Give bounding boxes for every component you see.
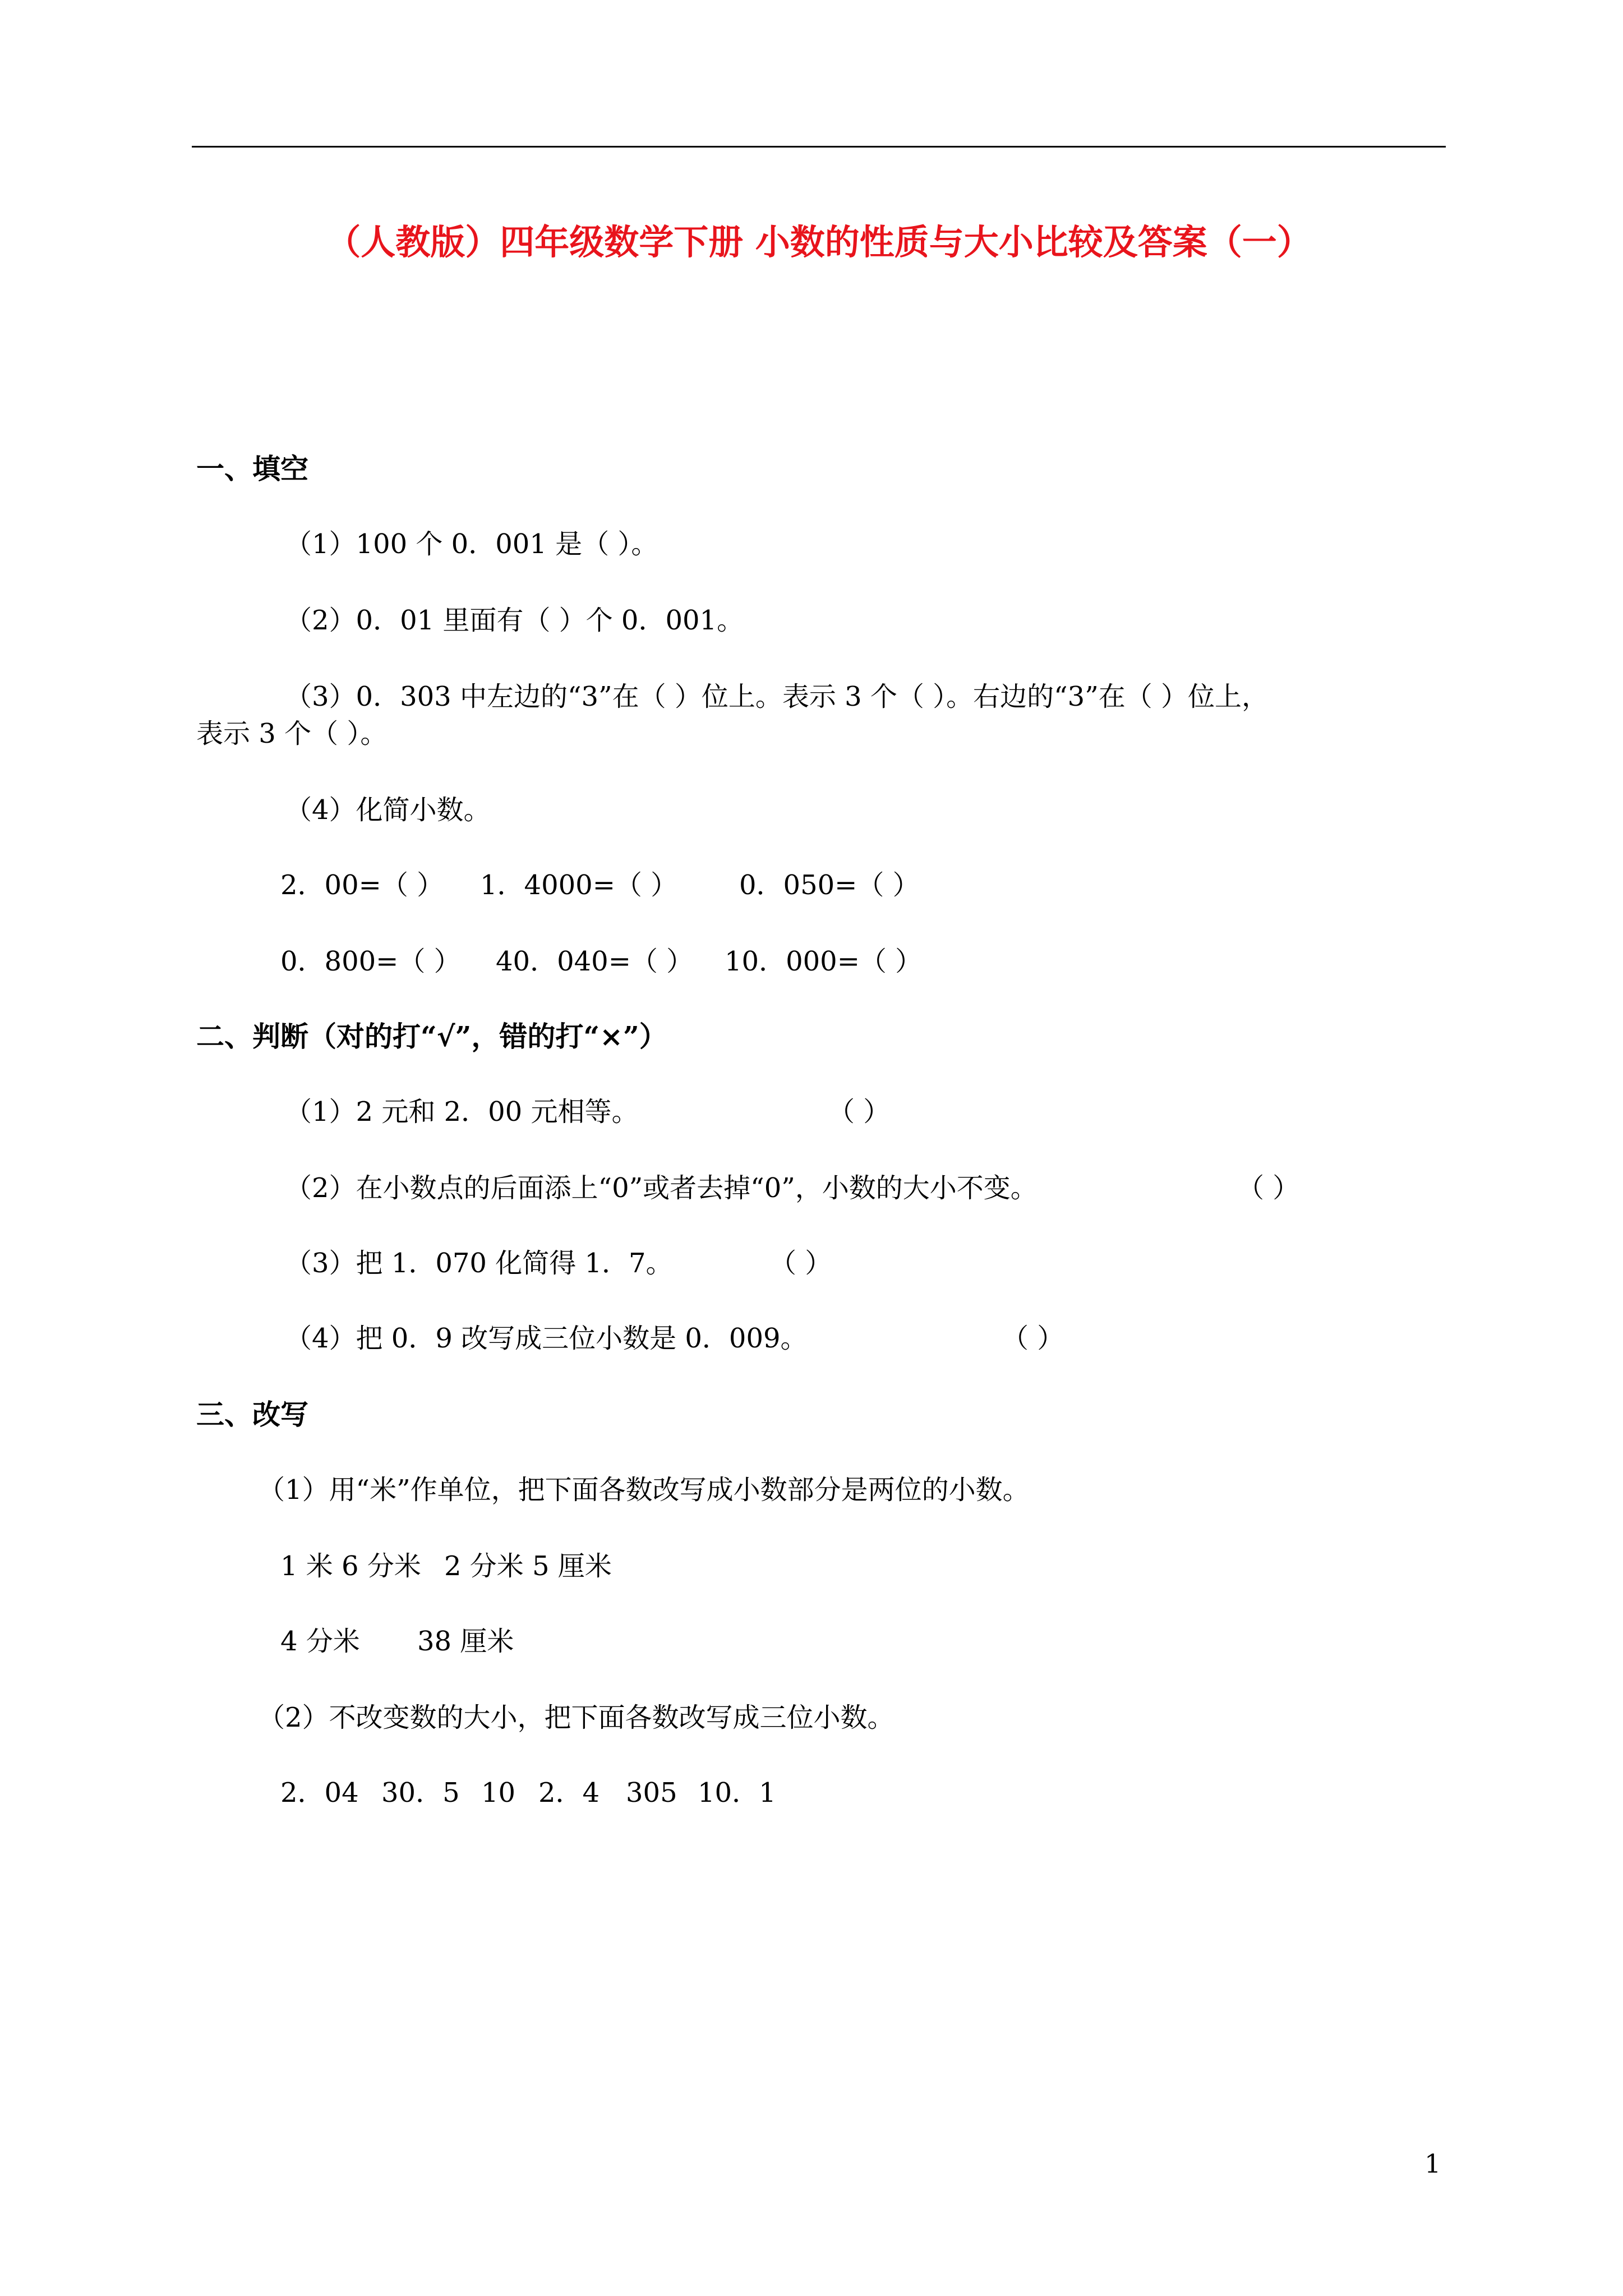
section1-question-3-line2: 表示 3 个（ ）。 xyxy=(196,718,388,749)
simplify-row-2-item-3: 10．000=（ ） xyxy=(725,946,923,977)
rewrite-q2-value-1: 2．04 xyxy=(280,1777,359,1809)
simplify-row-2-item-1: 0．800=（ ） xyxy=(280,946,461,977)
rewrite-q1-row2-item-1: 4 分米 xyxy=(280,1626,360,1657)
rewrite-question-2: （2）不改变数的大小，把下面各数改写成三位小数。 xyxy=(258,1702,895,1733)
judge-item-1-text: （1）2 元和 2．00 元相等。 xyxy=(285,1096,639,1128)
judge-item-2-answer-blank: （ ） xyxy=(1237,1172,1300,1204)
rewrite-q2-value-6: 10．1 xyxy=(698,1777,776,1809)
section2-heading: 二、判断（对的打“√”，错的打“×”） xyxy=(196,1020,667,1053)
section1-question-1: （1）100 个 0．001 是（ ）。 xyxy=(285,528,658,560)
rewrite-q2-value-4: 2．4 xyxy=(538,1777,600,1809)
rewrite-question-1: （1）用“米”作单位，把下面各数改写成小数部分是两位的小数。 xyxy=(258,1474,1030,1506)
judge-item-1-answer-blank: （ ） xyxy=(828,1096,891,1128)
rewrite-q2-value-3: 10 xyxy=(481,1777,516,1809)
judge-item-2-text: （2）在小数点的后面添上“0”或者去掉“0”，小数的大小不变。 xyxy=(285,1172,1038,1204)
judge-item-3-answer-blank: （ ） xyxy=(769,1248,832,1279)
rewrite-q2-value-2: 30．5 xyxy=(381,1777,460,1809)
rewrite-q2-value-5: 305 xyxy=(626,1777,677,1809)
simplify-row-1-item-3: 0．050=（ ） xyxy=(739,869,920,901)
simplify-row-2-item-2: 40．040=（ ） xyxy=(496,946,694,977)
judge-item-4-text: （4）把 0．9 改写成三位小数是 0．009。 xyxy=(285,1323,808,1354)
section1-question-4: （4）化简小数。 xyxy=(285,794,491,826)
section1-question-3-line1: （3）0．303 中左边的“3”在（ ）位上。表示 3 个（ ）。右边的“3”在（ ）位上， xyxy=(285,681,1269,712)
section3-heading: 三、改写 xyxy=(196,1398,308,1431)
section1-heading: 一、填空 xyxy=(196,452,308,485)
header-rule xyxy=(192,146,1446,148)
rewrite-q1-row1-item-2: 2 分米 5 厘米 xyxy=(444,1550,612,1582)
section1-question-2: （2）0．01 里面有（ ）个 0．001。 xyxy=(285,605,744,636)
simplify-row-1-item-2: 1．4000=（ ） xyxy=(480,869,678,901)
page-number: 1 xyxy=(1424,2148,1441,2179)
rewrite-q1-row1-item-1: 1 米 6 分米 xyxy=(280,1550,421,1582)
document-title: （人教版）四年级数学下册 小数的性质与大小比较及答案（一） xyxy=(326,222,1312,263)
simplify-row-1-item-1: 2．00=（ ） xyxy=(280,869,444,901)
rewrite-q1-row2-item-2: 38 厘米 xyxy=(417,1626,514,1657)
judge-item-3-text: （3）把 1．070 化简得 1．7。 xyxy=(285,1248,673,1279)
judge-item-4-answer-blank: （ ） xyxy=(1002,1323,1064,1354)
